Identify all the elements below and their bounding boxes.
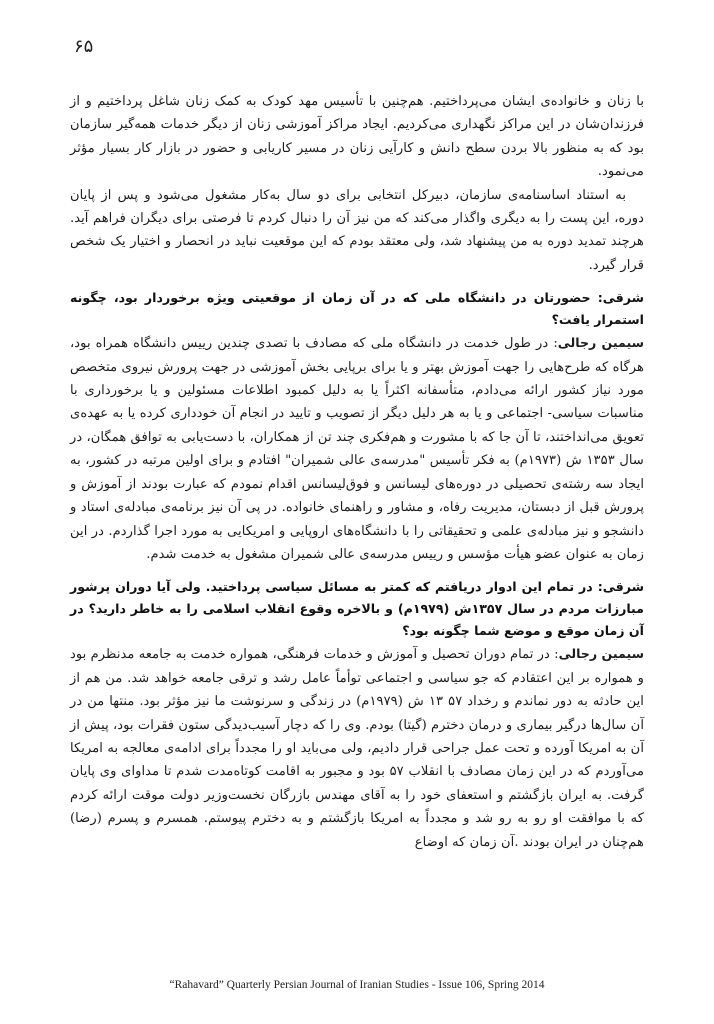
interview-answer xyxy=(70,331,644,566)
interview-answer xyxy=(70,642,644,854)
journal-footer: “Rahavard” Quarterly Persian Journal of Iranian Studies - Issue 106, Spring 2014 xyxy=(169,979,545,991)
speaker-name: سیمین رجالی xyxy=(558,646,644,662)
speaker-name: سیمین رجالی xyxy=(557,335,644,351)
interview-question: شرقی: حضورتان در دانشگاه ملی که در آن زمان از موقعیتی ویژه برخوردار بود، چگونه استمرار یافت؟ xyxy=(70,290,644,328)
paragraph: به استناد اساسنامه‌ی سازمان، دبیرکل انتخابی برای دو سال به‌کار مشغول می‌شود و پس از پایان دوره، این پست را به دیگری واگذار می‌کند که من نیز آن را دنبال کردم تا فرصتی برای دیگران فراهم آید. هرچند تمدید دوره به من پیشنهاد شد، ولی معتقد بودم که این موقعیت نباید در انحصار و اختیار یک شخص قرار گیرد. xyxy=(70,187,644,273)
interview-question: شرقی: در تمام این ادوار دریافتم که کمتر به مسائل سیاسی پرداختید. ولی آیا دوران پرشور مبارزات مردم در سال ۱۳۵۷ش (۱۹۷۹م) و بالاخره وقوع انقلاب اسلامی را به خاطر دارید؟ در آن زمان موقع و موضع شما چگونه بود؟ xyxy=(70,579,644,639)
answer-text: : در طول خدمت در دانشگاه ملی که مصادف با تصدی چندین رییس دانشگاه همراه بود، هرگاه که طرح‌هایی را جهت آموزش بهتر و یا برای برپایی بخش آموزشی در جهت پرورش نیروی متخصص مورد نیاز کشور ارائه می‌دادم، متأسفانه اکثراً یا به دلیل کمبود اطلاعات مسئولین و یا برخورداری با مناسبات سیاسی- اجتماعی و یا به هر دلیل دیگر از تصویب و تایید در انجام آن خودداری کرده یا به عهده‌ی تعویق می‌انداختند، تا آن جا که با مشورت و هم‌فکری چند تن از همکاران، با دست‌یابی به توافق همگان، در سال ۱۳۵۳ ش (۱۹۷۳م) به فکر تأسیس "مدرسه‌ی عالی شمیران" افتادم و برای اولین مرتبه در کشور، به ایجاد سه رشته‌ی تحصیلی در دوره‌های لیسانس و فوق‌لیسانس اقدام نمودم که عبارت بودند از آموزش و پرورش قبل از دبستان، مدیریت رفاه، و مشاور و راهنمای خانواده. در پی آن نیز برنامه‌ی مبادله‌ی استاد و دانشجو و نیز مبادله‌ی علمی و تحقیقاتی را با دانشگاه‌های اروپایی و امریکایی به مورد اجرا گذاردم. در این زمان به عنوان عضو هیأت مؤسس و رییس مدرسه‌ی عالی شمیران مشغول به خدمت شدم. xyxy=(70,336,644,562)
article-body xyxy=(70,90,644,854)
paragraph: با زنان و خانواده‌ی ایشان می‌پرداختیم. هم‌چنین با تأسیس مهد کودک به کمک زنان شاغل پرداختیم و از فرزندان‌شان در این مراکز نگهداری می‌کردیم. ایجاد مراکز آموزشی زنان از دیگر خدمات همه‌گیر سازمان بود که به منظور بالا بردن سطح دانش و کارآیی زنان در مسیر کاریابی و حضور در بازار کار بسیار مؤثر می‌نمود. xyxy=(70,94,644,180)
answer-text: : در تمام دوران تحصیل و آموزش و خدمات فرهنگی، همواره خدمت به جامعه مدنظرم بود و همواره بر این اعتقادم که جو سیاسی و اجتماعی توأماً عامل رشد و ترقی جامعه خواهد شد. من هم از این حادثه به دور نماندم و رخداد ۵۷ ۱۳ ش (۱۹۷۹م) در زندگی و سرنوشت ما نیز مؤثر بود. منتها من در آن سال‌ها درگیر بیماری و درمان دخترم (گیتا) بودم. وی را که دچار آسیب‌دیدگی ستون فقرات بود، پیش از آن به امریکا آورده و تحت عمل جراحی قرار دادیم، ولی می‌باید او را مجدداً برای ادامه‌ی معالجه به امریکا می‌آوردم که در این زمان مصادف با انقلاب ۵۷ بود و مجبور به اقامت کوتاه‌مدت شدم تا مداوای وی پایان گرفت. به ایران بازگشتم و استعفای خود را به آقای مهندس بازرگان نخست‌وزیر دولت موقت ارائه کردم که با موافقت او رو به رو شد و مجدداً به امریکا بازگشتم و به دخترم پیوستم. همسرم و پسرم (رضا) هم‌چنان در ایران بودند .آن زمان که اوضاع xyxy=(70,647,645,850)
page-number: ۶۵ xyxy=(74,36,94,57)
